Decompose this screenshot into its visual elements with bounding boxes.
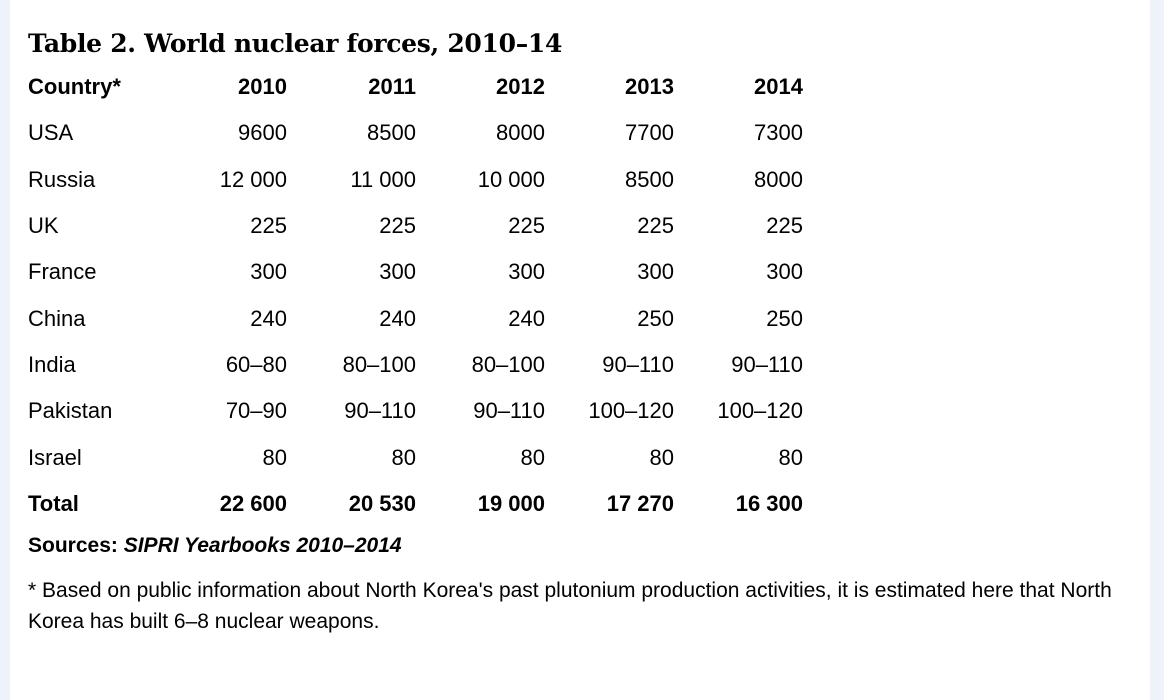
total-value: 19 000	[477, 490, 545, 516]
table-total-row	[28, 481, 803, 527]
header-2012: 2012	[496, 74, 545, 100]
cell-value: 250	[766, 305, 803, 331]
total-label: Total	[28, 490, 79, 516]
cell-value: 225	[250, 213, 287, 239]
right-scrollbar-strip[interactable]	[1150, 0, 1164, 700]
header-2014: 2014	[754, 74, 803, 100]
cell-value: 80–100	[342, 351, 416, 377]
cell-value: 9600	[238, 120, 287, 146]
table-row	[28, 342, 803, 388]
cell-value: 300	[379, 259, 416, 285]
table-row	[28, 110, 803, 156]
document-content	[28, 26, 1148, 637]
cell-value: 90–110	[602, 351, 674, 377]
table-title: Table 2. World nuclear forces, 2010–14	[28, 29, 563, 58]
header-2011: 2011	[368, 74, 416, 100]
header-2013: 2013	[625, 74, 674, 100]
table-row	[28, 249, 803, 295]
cell-value: 90–110	[731, 351, 803, 377]
row-country: USA	[28, 120, 74, 146]
sources-label: Sources:	[28, 533, 118, 557]
cell-value: 300	[637, 259, 674, 285]
row-country: Pakistan	[28, 398, 113, 424]
row-country: UK	[28, 213, 59, 239]
nuclear-forces-table	[28, 64, 803, 527]
cell-value: 240	[379, 305, 416, 331]
cell-value: 300	[250, 259, 287, 285]
cell-value: 80	[262, 444, 287, 470]
row-country: France	[28, 259, 97, 285]
row-country: China	[28, 305, 86, 331]
sources-value: SIPRI Yearbooks 2010–2014	[123, 533, 402, 557]
cell-value: 80	[649, 444, 674, 470]
cell-value: 60–80	[225, 351, 287, 377]
cell-value: 80	[778, 444, 803, 470]
cell-value: 80	[520, 444, 545, 470]
table-row	[28, 203, 803, 249]
cell-value: 80	[391, 444, 416, 470]
cell-value: 12 000	[219, 166, 287, 192]
table-row	[28, 434, 803, 480]
cell-value: 250	[637, 305, 674, 331]
cell-value: 11 000	[350, 166, 416, 192]
cell-value: 7700	[625, 120, 674, 146]
cell-value: 8500	[625, 166, 674, 192]
footnote: * Based on public information about North Korea's past plutonium production activities, it is estimated here that North Korea has built 6–8 nuclear weapons.	[28, 578, 1112, 633]
cell-value: 300	[508, 259, 545, 285]
total-value: 22 600	[219, 490, 287, 516]
cell-value: 100–120	[717, 398, 803, 424]
cell-value: 7300	[754, 120, 803, 146]
row-country: Israel	[28, 444, 82, 470]
total-value: 17 270	[606, 490, 674, 516]
cell-value: 8000	[496, 120, 545, 146]
cell-value: 70–90	[225, 398, 287, 424]
table-row	[28, 157, 803, 203]
header-country: Country*	[28, 74, 121, 100]
cell-value: 80–100	[471, 351, 545, 377]
cell-value: 90–110	[473, 398, 545, 424]
total-value: 20 530	[348, 490, 416, 516]
table-row	[28, 388, 803, 434]
cell-value: 225	[766, 213, 803, 239]
cell-value: 225	[508, 213, 545, 239]
row-country: India	[28, 351, 76, 377]
cell-value: 8500	[367, 120, 416, 146]
total-value: 16 300	[735, 490, 803, 516]
left-margin-strip	[0, 0, 10, 700]
cell-value: 225	[637, 213, 674, 239]
cell-value: 240	[250, 305, 287, 331]
table-row	[28, 295, 803, 341]
table-header-row	[28, 64, 803, 110]
header-2010: 2010	[238, 74, 287, 100]
cell-value: 225	[379, 213, 416, 239]
cell-value: 8000	[754, 166, 803, 192]
row-country: Russia	[28, 166, 96, 192]
cell-value: 240	[508, 305, 545, 331]
cell-value: 10 000	[477, 166, 545, 192]
sources-line	[28, 531, 1148, 561]
cell-value: 100–120	[588, 398, 674, 424]
cell-value: 300	[766, 259, 803, 285]
cell-value: 90–110	[344, 398, 416, 424]
